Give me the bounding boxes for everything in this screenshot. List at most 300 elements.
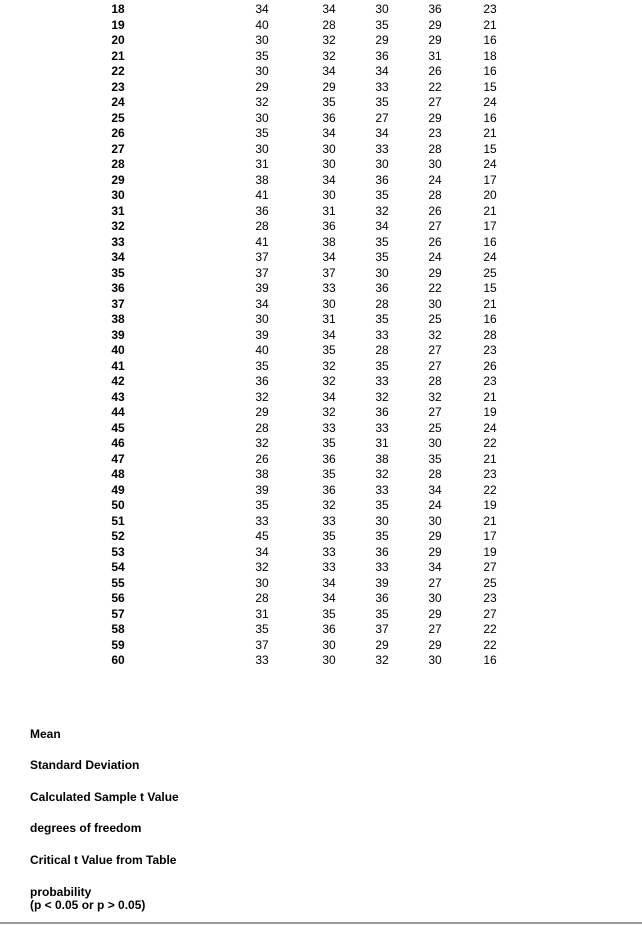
row-id: 22 bbox=[111, 64, 125, 78]
row-id: 34 bbox=[111, 250, 125, 264]
table-row bbox=[0, 374, 642, 390]
table-cell: 24 bbox=[428, 250, 442, 264]
critical-t-value-label: Critical t Value from Table bbox=[30, 853, 177, 867]
table-cell: 32 bbox=[375, 653, 389, 667]
table-cell: 23 bbox=[483, 591, 497, 605]
table-cell: 30 bbox=[255, 64, 269, 78]
table-cell: 36 bbox=[322, 451, 336, 466]
table-cell: 16 bbox=[483, 234, 497, 249]
table-cell: 32 bbox=[322, 358, 336, 373]
table-cell: 34 bbox=[322, 591, 336, 605]
table-cell: 35 bbox=[428, 451, 442, 466]
table-cell: 37 bbox=[255, 265, 269, 280]
row-id: 43 bbox=[111, 389, 125, 404]
table-cell: 30 bbox=[322, 637, 336, 652]
table-cell: 32 bbox=[322, 498, 336, 512]
row-id: 27 bbox=[111, 141, 125, 156]
table-row bbox=[0, 95, 642, 111]
row-id: 45 bbox=[111, 420, 125, 435]
row-id: 20 bbox=[111, 33, 125, 47]
probability-label bbox=[30, 886, 145, 912]
row-id: 21 bbox=[111, 48, 125, 63]
table-cell: 16 bbox=[483, 312, 497, 326]
table-cell: 35 bbox=[375, 188, 389, 202]
table-cell: 16 bbox=[483, 33, 497, 47]
table-cell: 15 bbox=[483, 79, 497, 94]
table-row bbox=[0, 235, 642, 251]
row-id: 52 bbox=[111, 529, 125, 543]
table-cell: 23 bbox=[483, 2, 497, 16]
table-cell: 17 bbox=[483, 219, 497, 233]
table-cell: 33 bbox=[375, 327, 389, 342]
table-cell: 32 bbox=[428, 327, 442, 342]
table-row bbox=[0, 560, 642, 576]
table-cell: 33 bbox=[375, 374, 389, 388]
table-cell: 22 bbox=[428, 79, 442, 94]
row-id: 33 bbox=[111, 234, 125, 249]
table-cell: 25 bbox=[483, 265, 497, 280]
row-id: 56 bbox=[111, 591, 125, 605]
table-cell: 25 bbox=[428, 420, 442, 435]
table-cell: 35 bbox=[255, 126, 269, 140]
table-cell: 34 bbox=[375, 219, 389, 233]
table-row bbox=[0, 219, 642, 235]
table-row bbox=[0, 64, 642, 80]
row-id: 40 bbox=[111, 343, 125, 357]
table-row bbox=[0, 545, 642, 561]
table-cell: 28 bbox=[255, 219, 269, 233]
table-cell: 45 bbox=[255, 529, 269, 543]
table-cell: 30 bbox=[322, 296, 336, 311]
table-row bbox=[0, 18, 642, 34]
row-id: 55 bbox=[111, 575, 125, 590]
table-cell: 30 bbox=[428, 436, 442, 450]
table-row bbox=[0, 421, 642, 437]
table-cell: 26 bbox=[428, 64, 442, 78]
table-cell: 30 bbox=[322, 188, 336, 202]
table-row bbox=[0, 297, 642, 313]
row-id: 58 bbox=[111, 622, 125, 636]
table-cell: 28 bbox=[255, 420, 269, 435]
table-cell: 30 bbox=[375, 2, 389, 16]
bottom-divider bbox=[0, 922, 642, 924]
row-id: 19 bbox=[111, 17, 125, 32]
row-id: 29 bbox=[111, 172, 125, 187]
table-row bbox=[0, 266, 642, 282]
table-cell: 35 bbox=[255, 358, 269, 373]
table-cell: 17 bbox=[483, 172, 497, 187]
table-cell: 30 bbox=[255, 141, 269, 156]
table-cell: 28 bbox=[375, 296, 389, 311]
row-id: 60 bbox=[111, 653, 125, 667]
table-cell: 35 bbox=[255, 622, 269, 636]
table-cell: 36 bbox=[322, 110, 336, 125]
table-cell: 36 bbox=[322, 219, 336, 233]
table-cell: 32 bbox=[322, 33, 336, 47]
table-cell: 30 bbox=[428, 157, 442, 171]
standard-deviation-label: Standard Deviation bbox=[30, 758, 140, 772]
table-cell: 29 bbox=[428, 544, 442, 559]
table-cell: 33 bbox=[322, 560, 336, 574]
table-cell: 21 bbox=[483, 451, 497, 466]
table-cell: 33 bbox=[255, 653, 269, 667]
table-cell: 31 bbox=[428, 48, 442, 63]
table-cell: 29 bbox=[375, 33, 389, 47]
table-cell: 36 bbox=[375, 405, 389, 419]
table-cell: 22 bbox=[483, 637, 497, 652]
table-row bbox=[0, 126, 642, 142]
row-id: 44 bbox=[111, 405, 125, 419]
row-id: 51 bbox=[111, 513, 125, 528]
probability-note: (p < 0.05 or p > 0.05) bbox=[30, 898, 146, 912]
table-cell: 36 bbox=[375, 172, 389, 187]
table-row bbox=[0, 142, 642, 158]
row-id: 41 bbox=[111, 358, 125, 373]
row-id: 39 bbox=[111, 327, 125, 342]
mean-label: Mean bbox=[30, 727, 61, 741]
table-cell: 35 bbox=[375, 95, 389, 109]
table-cell: 26 bbox=[255, 451, 269, 466]
table-cell: 29 bbox=[428, 606, 442, 621]
table-cell: 29 bbox=[255, 405, 269, 419]
table-cell: 15 bbox=[483, 141, 497, 156]
table-row bbox=[0, 576, 642, 592]
table-cell: 27 bbox=[483, 560, 497, 574]
table-cell: 30 bbox=[322, 157, 336, 171]
table-cell: 24 bbox=[483, 157, 497, 171]
table-row bbox=[0, 483, 642, 499]
table-cell: 22 bbox=[483, 622, 497, 636]
calculated-t-value-label: Calculated Sample t Value bbox=[30, 790, 179, 804]
table-row bbox=[0, 312, 642, 328]
table-row bbox=[0, 359, 642, 375]
table-cell: 40 bbox=[255, 17, 269, 32]
table-cell: 31 bbox=[375, 436, 389, 450]
table-cell: 30 bbox=[375, 265, 389, 280]
table-cell: 34 bbox=[255, 2, 269, 16]
row-id: 28 bbox=[111, 157, 125, 171]
table-row bbox=[0, 390, 642, 406]
table-cell: 36 bbox=[255, 374, 269, 388]
table-cell: 35 bbox=[375, 312, 389, 326]
table-row bbox=[0, 80, 642, 96]
table-cell: 30 bbox=[322, 653, 336, 667]
row-id: 57 bbox=[111, 606, 125, 621]
table-row bbox=[0, 514, 642, 530]
table-cell: 34 bbox=[255, 544, 269, 559]
table-cell: 37 bbox=[375, 622, 389, 636]
row-id: 24 bbox=[111, 95, 125, 109]
table-row bbox=[0, 405, 642, 421]
table-cell: 32 bbox=[255, 436, 269, 450]
table-cell: 36 bbox=[375, 281, 389, 295]
table-cell: 36 bbox=[322, 482, 336, 497]
table-cell: 34 bbox=[322, 172, 336, 187]
table-cell: 26 bbox=[428, 234, 442, 249]
table-cell: 39 bbox=[255, 281, 269, 295]
table-cell: 30 bbox=[428, 296, 442, 311]
row-id: 23 bbox=[111, 79, 125, 94]
row-id: 59 bbox=[111, 637, 125, 652]
table-cell: 29 bbox=[428, 529, 442, 543]
table-cell: 31 bbox=[322, 203, 336, 218]
table-cell: 25 bbox=[428, 312, 442, 326]
table-cell: 35 bbox=[375, 358, 389, 373]
table-cell: 33 bbox=[375, 141, 389, 156]
table-cell: 37 bbox=[322, 265, 336, 280]
table-cell: 21 bbox=[483, 513, 497, 528]
table-cell: 34 bbox=[428, 560, 442, 574]
table-cell: 28 bbox=[483, 327, 497, 342]
table-cell: 24 bbox=[428, 172, 442, 187]
table-cell: 35 bbox=[322, 436, 336, 450]
table-row bbox=[0, 622, 642, 638]
table-cell: 30 bbox=[255, 110, 269, 125]
table-cell: 30 bbox=[375, 157, 389, 171]
table-row bbox=[0, 111, 642, 127]
table-cell: 29 bbox=[428, 637, 442, 652]
table-cell: 29 bbox=[428, 265, 442, 280]
table-cell: 23 bbox=[483, 343, 497, 357]
table-cell: 30 bbox=[255, 312, 269, 326]
table-cell: 36 bbox=[255, 203, 269, 218]
table-cell: 27 bbox=[375, 110, 389, 125]
table-cell: 38 bbox=[375, 451, 389, 466]
table-cell: 29 bbox=[375, 637, 389, 652]
table-cell: 38 bbox=[322, 234, 336, 249]
table-cell: 33 bbox=[322, 544, 336, 559]
table-cell: 30 bbox=[428, 653, 442, 667]
table-row bbox=[0, 157, 642, 173]
table-cell: 35 bbox=[375, 234, 389, 249]
table-cell: 35 bbox=[375, 17, 389, 32]
table-cell: 32 bbox=[322, 374, 336, 388]
row-id: 25 bbox=[111, 110, 125, 125]
table-cell: 32 bbox=[375, 203, 389, 218]
table-cell: 21 bbox=[483, 296, 497, 311]
table-cell: 31 bbox=[322, 312, 336, 326]
table-cell: 27 bbox=[428, 358, 442, 373]
table-cell: 35 bbox=[375, 529, 389, 543]
row-id: 37 bbox=[111, 296, 125, 311]
table-cell: 22 bbox=[483, 482, 497, 497]
table-cell: 19 bbox=[483, 498, 497, 512]
table-cell: 29 bbox=[322, 79, 336, 94]
table-cell: 34 bbox=[322, 389, 336, 404]
row-id: 42 bbox=[111, 374, 125, 388]
table-cell: 19 bbox=[483, 544, 497, 559]
table-cell: 36 bbox=[428, 2, 442, 16]
row-id: 32 bbox=[111, 219, 125, 233]
table-cell: 29 bbox=[255, 79, 269, 94]
table-row bbox=[0, 653, 642, 669]
table-cell: 32 bbox=[375, 389, 389, 404]
table-cell: 19 bbox=[483, 405, 497, 419]
table-row bbox=[0, 607, 642, 623]
table-cell: 31 bbox=[255, 606, 269, 621]
table-cell: 38 bbox=[255, 467, 269, 481]
table-cell: 27 bbox=[428, 219, 442, 233]
table-cell: 33 bbox=[375, 420, 389, 435]
table-cell: 33 bbox=[375, 79, 389, 94]
degrees-of-freedom-label: degrees of freedom bbox=[30, 821, 142, 835]
table-row bbox=[0, 173, 642, 189]
row-id: 30 bbox=[111, 188, 125, 202]
row-id: 49 bbox=[111, 482, 125, 497]
table-row bbox=[0, 2, 642, 18]
table-cell: 23 bbox=[483, 467, 497, 481]
table-cell: 28 bbox=[428, 374, 442, 388]
table-cell: 22 bbox=[483, 436, 497, 450]
table-cell: 28 bbox=[375, 343, 389, 357]
row-id: 26 bbox=[111, 126, 125, 140]
table-cell: 33 bbox=[375, 560, 389, 574]
table-cell: 39 bbox=[255, 482, 269, 497]
row-id: 35 bbox=[111, 265, 125, 280]
table-cell: 20 bbox=[483, 188, 497, 202]
table-cell: 27 bbox=[428, 622, 442, 636]
table-cell: 32 bbox=[322, 48, 336, 63]
table-cell: 35 bbox=[375, 606, 389, 621]
table-cell: 27 bbox=[428, 343, 442, 357]
table-cell: 30 bbox=[375, 513, 389, 528]
row-id: 53 bbox=[111, 544, 125, 559]
table-cell: 16 bbox=[483, 110, 497, 125]
table-cell: 21 bbox=[483, 389, 497, 404]
table-cell: 35 bbox=[322, 343, 336, 357]
table-cell: 34 bbox=[322, 2, 336, 16]
table-cell: 34 bbox=[322, 126, 336, 140]
table-cell: 16 bbox=[483, 64, 497, 78]
table-cell: 26 bbox=[483, 358, 497, 373]
probability-title: probability bbox=[30, 885, 92, 899]
row-id: 31 bbox=[111, 203, 125, 218]
table-cell: 34 bbox=[322, 575, 336, 590]
table-cell: 31 bbox=[255, 157, 269, 171]
table-row bbox=[0, 49, 642, 65]
table-cell: 34 bbox=[322, 250, 336, 264]
table-cell: 30 bbox=[322, 141, 336, 156]
table-cell: 32 bbox=[255, 95, 269, 109]
table-cell: 33 bbox=[322, 281, 336, 295]
table-cell: 29 bbox=[428, 110, 442, 125]
row-id: 47 bbox=[111, 451, 125, 466]
table-cell: 29 bbox=[428, 33, 442, 47]
data-table bbox=[0, 2, 642, 669]
table-cell: 37 bbox=[255, 250, 269, 264]
table-cell: 17 bbox=[483, 529, 497, 543]
table-cell: 40 bbox=[255, 343, 269, 357]
row-id: 36 bbox=[111, 281, 125, 295]
table-cell: 33 bbox=[375, 482, 389, 497]
row-id: 54 bbox=[111, 560, 125, 574]
table-cell: 24 bbox=[483, 250, 497, 264]
table-cell: 38 bbox=[255, 172, 269, 187]
table-cell: 34 bbox=[375, 126, 389, 140]
table-cell: 21 bbox=[483, 17, 497, 32]
table-cell: 23 bbox=[428, 126, 442, 140]
table-cell: 32 bbox=[322, 405, 336, 419]
table-cell: 33 bbox=[322, 513, 336, 528]
table-cell: 28 bbox=[428, 141, 442, 156]
table-cell: 35 bbox=[322, 95, 336, 109]
table-cell: 35 bbox=[375, 250, 389, 264]
row-id: 18 bbox=[111, 2, 125, 16]
table-row bbox=[0, 498, 642, 514]
table-cell: 21 bbox=[483, 126, 497, 140]
row-id: 50 bbox=[111, 498, 125, 512]
table-cell: 39 bbox=[375, 575, 389, 590]
table-cell: 15 bbox=[483, 281, 497, 295]
table-row bbox=[0, 452, 642, 468]
table-cell: 36 bbox=[375, 544, 389, 559]
table-row bbox=[0, 328, 642, 344]
row-id: 48 bbox=[111, 467, 125, 481]
table-row bbox=[0, 638, 642, 654]
table-cell: 24 bbox=[483, 95, 497, 109]
table-cell: 37 bbox=[255, 637, 269, 652]
table-cell: 25 bbox=[483, 575, 497, 590]
table-cell: 28 bbox=[255, 591, 269, 605]
table-row bbox=[0, 204, 642, 220]
table-row bbox=[0, 343, 642, 359]
table-cell: 34 bbox=[428, 482, 442, 497]
table-cell: 35 bbox=[255, 48, 269, 63]
table-cell: 29 bbox=[428, 17, 442, 32]
table-cell: 28 bbox=[322, 17, 336, 32]
table-cell: 23 bbox=[483, 374, 497, 388]
table-cell: 34 bbox=[322, 64, 336, 78]
table-cell: 30 bbox=[255, 33, 269, 47]
table-cell: 30 bbox=[428, 513, 442, 528]
table-cell: 28 bbox=[428, 188, 442, 202]
table-cell: 24 bbox=[483, 420, 497, 435]
row-id: 38 bbox=[111, 312, 125, 326]
table-cell: 36 bbox=[375, 591, 389, 605]
table-row bbox=[0, 529, 642, 545]
table-cell: 35 bbox=[375, 498, 389, 512]
table-cell: 27 bbox=[428, 575, 442, 590]
table-cell: 30 bbox=[428, 591, 442, 605]
table-row bbox=[0, 33, 642, 49]
table-cell: 35 bbox=[255, 498, 269, 512]
table-row bbox=[0, 250, 642, 266]
table-cell: 27 bbox=[428, 405, 442, 419]
table-cell: 32 bbox=[428, 389, 442, 404]
table-cell: 34 bbox=[322, 327, 336, 342]
table-cell: 30 bbox=[255, 575, 269, 590]
table-row bbox=[0, 188, 642, 204]
table-cell: 34 bbox=[255, 296, 269, 311]
table-cell: 21 bbox=[483, 203, 497, 218]
table-cell: 41 bbox=[255, 188, 269, 202]
table-cell: 24 bbox=[428, 498, 442, 512]
table-row bbox=[0, 436, 642, 452]
table-cell: 26 bbox=[428, 203, 442, 218]
table-cell: 41 bbox=[255, 234, 269, 249]
row-id: 46 bbox=[111, 436, 125, 450]
table-cell: 18 bbox=[483, 48, 497, 63]
table-cell: 27 bbox=[428, 95, 442, 109]
table-cell: 32 bbox=[375, 467, 389, 481]
table-row bbox=[0, 281, 642, 297]
table-cell: 27 bbox=[483, 606, 497, 621]
table-cell: 22 bbox=[428, 281, 442, 295]
table-cell: 28 bbox=[428, 467, 442, 481]
table-cell: 35 bbox=[322, 467, 336, 481]
table-cell: 32 bbox=[255, 389, 269, 404]
table-row bbox=[0, 467, 642, 483]
